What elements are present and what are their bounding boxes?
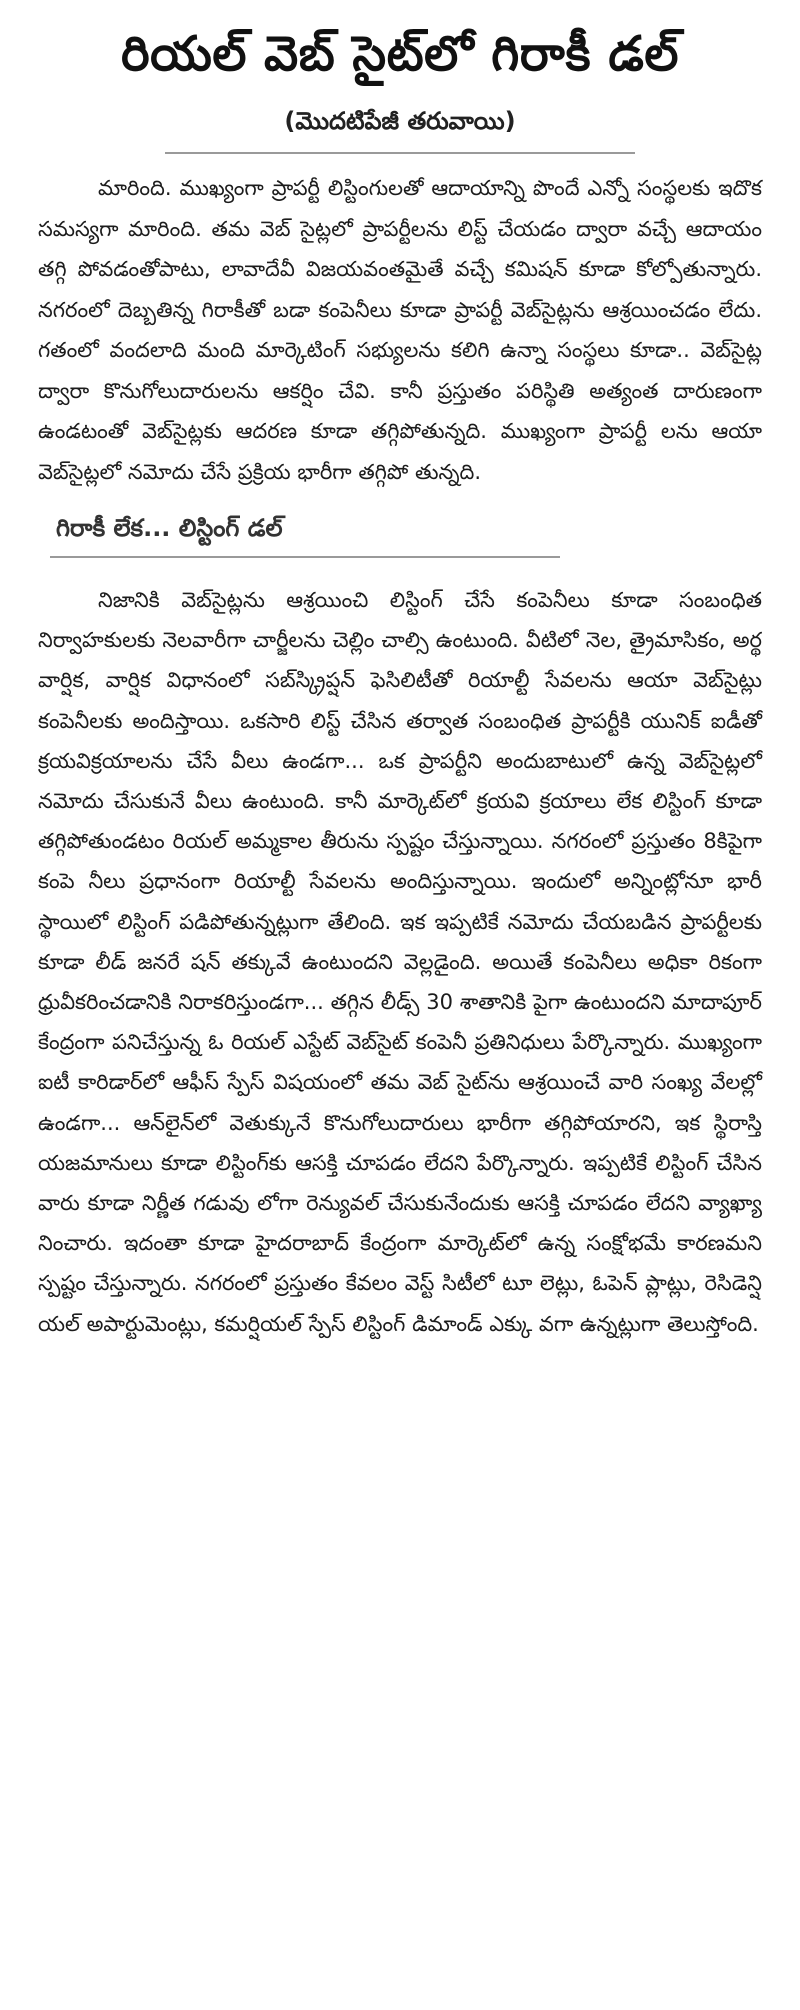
paragraph: నిజానికి వెబ్‌సైట్లను ఆశ్రయించి లిస్టింగ్ చేసే కంపెనీలు కూడా సంబంధిత నిర్వాహకులకు నెలవారీగా చార్జీలను చెల్లిం చాల్సి ఉంటుంది. వీటిలో నెల, త్రైమాసికం, అర్థ వార్షిక, వార్షిక విధానంలో సబ్‌స్క్రిప్షన్ ఫెసిలిటీతో రియాల్టీ సేవలను ఆయా వెబ్‌సైట్లు కంపెనీలకు అందిస్తాయి. ఒకసారి లిస్ట్ చేసిన తర్వాత సంబంధిత ప్రాపర్టీకి యునిక్ ఐడీతో క్రయవిక్రయాలను చేసే వీలు ఉండగా... ఒక ప్రాపర్టీని అందుబాటులో ఉన్న వెబ్‌సైట్లలో నమోదు చేసుకునే వీలు ఉంటుంది. కానీ మార్కెట్‌లో క్రయవి క్రయాలు లేక లిస్టింగ్ కూడా తగ్గిపోతుండటం రియల్ అమ్మకాల తీరును స్పష్టం చేస్తున్నాయి. నగరంలో ప్రస్తుతం 8కిపైగా కంపె నీలు ప్రధానంగా రియాల్టీ సేవలను అందిస్తున్నాయి. ఇందులో అన్నింట్లోనూ భారీ స్థాయిలో లిస్టింగ్ పడిపోతున్నట్లుగా తేలింది. ఇక ఇప్పటికే నమోదు చేయబడిన ప్రాపర్టీలకు కూడా లీడ్ జనరే షన్ తక్కువే ఉంటుందని వెల్లడైంది. అయితే కంపెనీలు అధికా రికంగా ధ్రువీకరించడానికి నిరాకరిస్తుండగా... తగ్గిన లీడ్స్ 30 శాతానికి పైగా ఉంటుందని మాదాపూర్ కేంద్రంగా పనిచేస్తున్న ఓ రియల్ ఎస్టేట్ వెబ్‌సైట్ కంపెనీ ప్రతినిధులు పేర్కొన్నారు. ముఖ్యంగా ఐటీ కారిడార్‌లో ఆఫీస్ స్పేస్ విషయంలో తమ వెబ్ సైట్‌ను ఆశ్రయించే వారి సంఖ్య వేలల్లో ఉండగా... ఆన్‌లైన్‌లో వెతుక్కునే కొనుగోలుదారులు భారీగా తగ్గిపోయారని, ఇక స్థిరాస్తి యజమానులు కూడా లిస్టింగ్‌కు ఆసక్తి చూపడం లేదని పేర్కొన్నారు. ఇప్పటికే లిస్టింగ్ చేసిన వారు కూడా నిర్ణీత గడువు లోగా రెన్యువల్ చేసుకునేందుకు ఆసక్తి చూపడం లేదని వ్యాఖ్యా నించారు. ఇదంతా కూడా హైదరాబాద్ కేంద్రంగా మార్కెట్‌లో ఉన్న సంక్షోభమే కారణమని స్పష్టం చేస్తున్నారు. నగరంలో ప్రస్తుతం కేవలం వెస్ట్ సిటీలో టూ లెట్లు, ఓపెన్ ప్లాట్లు, రెసిడెన్షి యల్ అపార్టుమెంట్లు, కమర్షియల్ స్పేస్ లిస్టింగ్ డిమాండ్ ఎక్కు వగా ఉన్నట్లుగా తెలుస్తోంది.: [38, 588, 762, 1336]
article-body-part-1: [38, 168, 762, 492]
divider: [165, 152, 635, 154]
paragraph: మారింది. ముఖ్యంగా ప్రాపర్టీ లిస్టింగులతో ఆదాయాన్ని పొందే ఎన్నో సంస్థలకు ఇదొక సమస్యగా మారింది. తమ వెబ్ సైట్లలో ప్రాపర్టీలను లిస్ట్ చేయడం ద్వారా వచ్చే ఆదాయం తగ్గి పోవడంతోపాటు, లావాదేవీ విజయవంతమైతే వచ్చే కమిషన్ కూడా కోల్పోతున్నారు. నగరంలో దెబ్బతిన్న గిరాకీతో బడా కంపెనీలు కూడా ప్రాపర్టీ వెబ్‌సైట్లను ఆశ్రయించడం లేదు. గతంలో వందలాది మంది మార్కెటింగ్ సభ్యులను కలిగి ఉన్నా సంస్థలు కూడా.. వెబ్‌సైట్ల ద్వారా కొనుగోలుదారులను ఆకర్షిం చేవి. కానీ ప్రస్తుతం పరిస్థితి అత్యంత దారుణంగా ఉండటంతో వెబ్‌సైట్లకు ఆదరణ కూడా తగ్గిపోతున్నది. ముఖ్యంగా ప్రాపర్టీ లను ఆయా వెబ్‌సైట్లలో నమోదు చేసే ప్రక్రియ భారీగా తగ్గిపో తున్నది.: [38, 176, 762, 484]
article-body-part-2: [38, 580, 762, 1344]
continuation-note: (మొదటిపేజీ తరువాయి): [284, 107, 516, 135]
headline: రియల్ వెబ్ సైట్‌లో గిరాకీ డల్: [121, 26, 679, 82]
section-heading: గిరాకీ లేక... లిస్టింగ్ డల్: [56, 514, 283, 542]
section-divider: [50, 556, 560, 558]
